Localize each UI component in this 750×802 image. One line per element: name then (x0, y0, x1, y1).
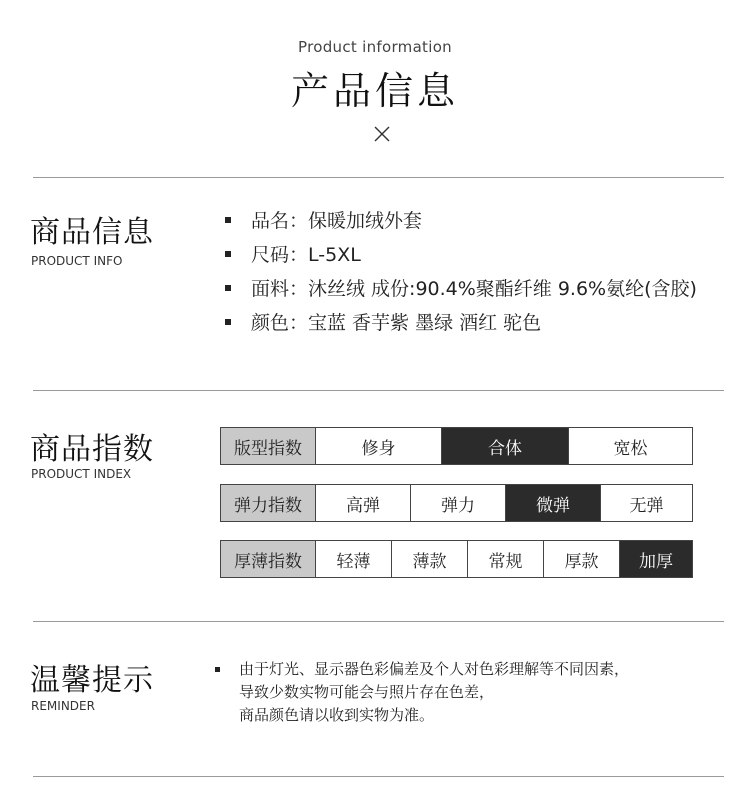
index-option-thick: 厚款 (543, 541, 619, 577)
header-title: 产品信息 (290, 69, 459, 113)
index-option-slight-stretch-selected: 微弹 (505, 485, 600, 521)
reminder-title: 温馨提示 (30, 663, 154, 698)
bullet-icon (225, 217, 231, 223)
index-option-no-stretch: 无弹 (600, 485, 692, 521)
product-info-list (225, 204, 697, 340)
product-info-title: 商品信息 (30, 215, 154, 250)
product-index-subtitle: PRODUCT INDEX (31, 467, 132, 481)
index-label-thickness: 厚薄指数 (221, 541, 315, 577)
info-item-color: 颜色：宝蓝 香芋紫 墨绿 酒红 驼色 (225, 306, 697, 340)
divider (33, 177, 724, 178)
product-index-title: 商品指数 (30, 432, 154, 467)
reminder-subtitle: REMINDER (31, 699, 95, 713)
index-option-stretch: 弹力 (410, 485, 505, 521)
bullet-icon (225, 285, 231, 291)
index-label-stretch: 弹力指数 (221, 485, 315, 521)
index-option-light: 薄款 (391, 541, 467, 577)
bullet-icon (215, 667, 220, 672)
index-row-stretch (220, 484, 693, 522)
index-option-high-stretch: 高弹 (315, 485, 410, 521)
index-option-thin: 轻薄 (315, 541, 391, 577)
bullet-icon (225, 319, 231, 325)
bullet-icon (225, 251, 231, 257)
index-option-loose: 宽松 (568, 428, 692, 464)
header-subtitle: Product information (298, 38, 452, 56)
index-option-slim: 修身 (315, 428, 441, 464)
product-info-subtitle: PRODUCT INFO (31, 254, 123, 268)
divider (33, 776, 724, 777)
reminder-line: 商品颜色请以收到实物为准。 (239, 706, 435, 724)
info-item-size: 尺码：L-5XL (225, 238, 697, 272)
index-row-thickness (220, 540, 693, 578)
close-x-icon (370, 122, 394, 146)
reminder-line: 导致少数实物可能会与照片存在色差， (239, 683, 495, 701)
info-item-fabric: 面料：沐丝绒 成份:90.4%聚酯纤维 9.6%氨纶(含胶) (225, 272, 697, 306)
divider (33, 390, 724, 391)
index-option-extra-thick-selected: 加厚 (619, 541, 692, 577)
index-row-fit (220, 427, 693, 465)
index-label-fit: 版型指数 (221, 428, 315, 464)
info-item-name: 品名：保暖加绒外套 (225, 204, 697, 238)
index-option-normal: 常规 (467, 541, 543, 577)
divider (33, 621, 724, 622)
reminder-line: 由于灯光、显示器色彩偏差及个人对色彩理解等不同因素， (239, 660, 630, 678)
index-option-regular-selected: 合体 (441, 428, 568, 464)
